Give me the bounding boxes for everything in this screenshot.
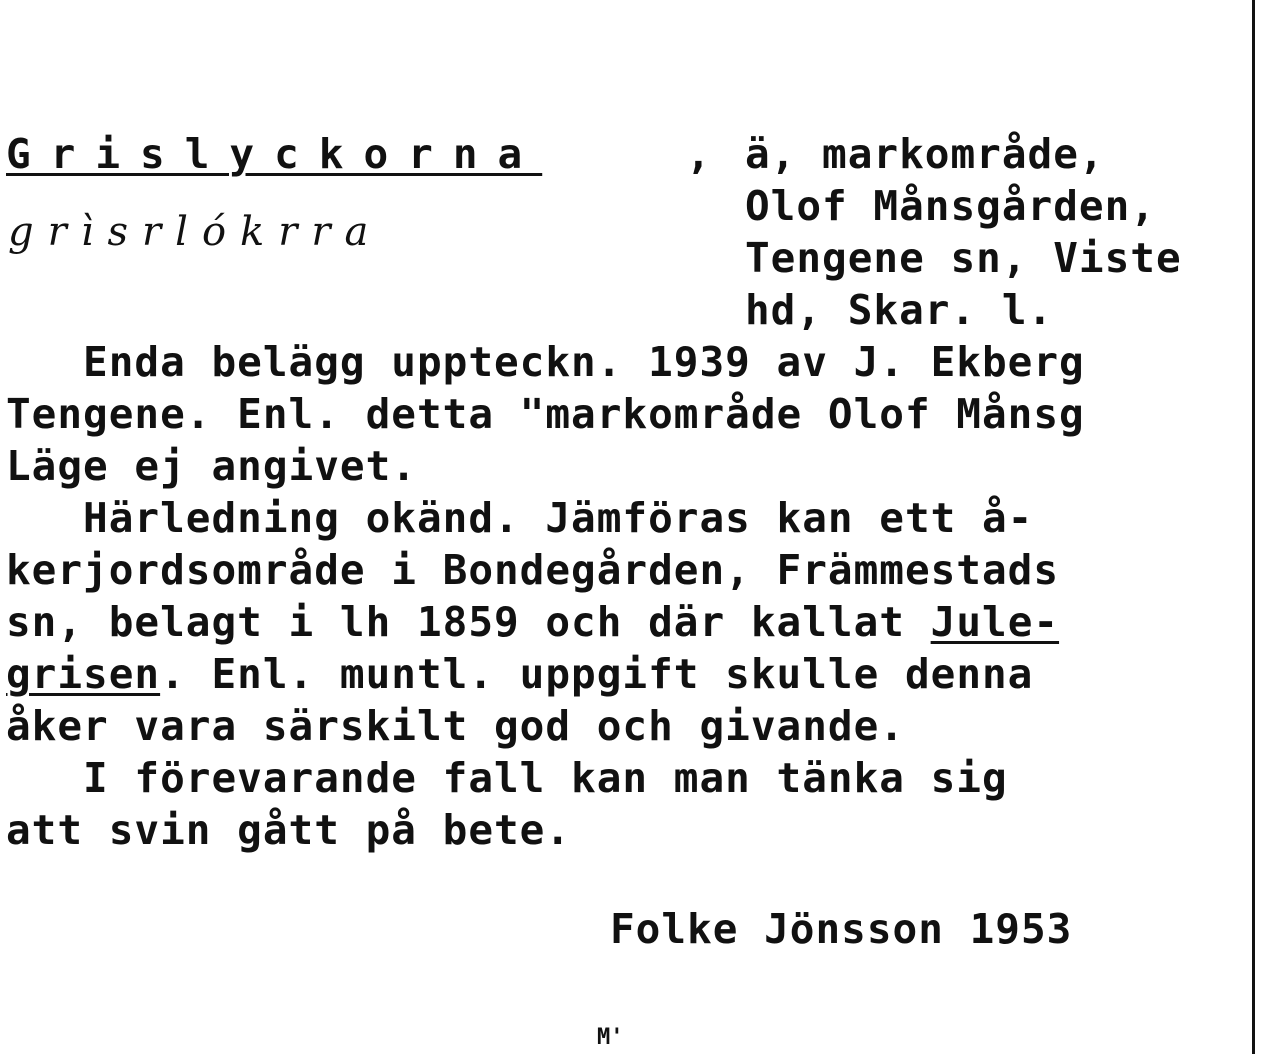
signature: Folke Jönsson 1953 [610, 905, 1073, 953]
location-line: Tengene sn, Viste [745, 234, 1182, 282]
body-line [6, 648, 1033, 700]
body-line: Härledning okänd. Jämföras kan ett å- [6, 494, 1034, 542]
body-line [6, 596, 1059, 648]
body-line: åker vara särskilt god och givande. [6, 702, 905, 750]
body-text-segment: . Enl. muntl. uppgift skulle denna [160, 650, 1034, 698]
body-line: Enda belägg uppteckn. 1939 av J. Ekberg [6, 338, 1085, 386]
place-name-julegrisen-part1: Jule- [930, 598, 1060, 646]
body-text-segment: sn, belagt i lh 1859 och där kallat [6, 598, 931, 646]
body-line: kerjordsområde i Bondegården, Främmestads [6, 546, 1060, 594]
place-name-julegrisen-part2: grisen [6, 650, 161, 698]
card-edge-line [1252, 0, 1255, 1054]
headword: Grislyckorna [6, 130, 543, 178]
headword-comma: , [686, 130, 711, 178]
body-line: att svin gått på bete. [6, 806, 572, 854]
body-line: I förevarande fall kan man tänka sig [6, 754, 1008, 802]
body-line: Läge ej angivet. [6, 442, 417, 490]
footer-mark: M' [597, 1025, 624, 1050]
location-line: hd, Skar. l. [745, 286, 1054, 334]
location-line: ä, markområde, [745, 130, 1105, 178]
phonetic-transcription: grìsrlókrra [8, 209, 383, 255]
location-line: Olof Månsgården, [745, 182, 1156, 230]
body-line: Tengene. Enl. detta "markområde Olof Månsg [6, 390, 1085, 438]
